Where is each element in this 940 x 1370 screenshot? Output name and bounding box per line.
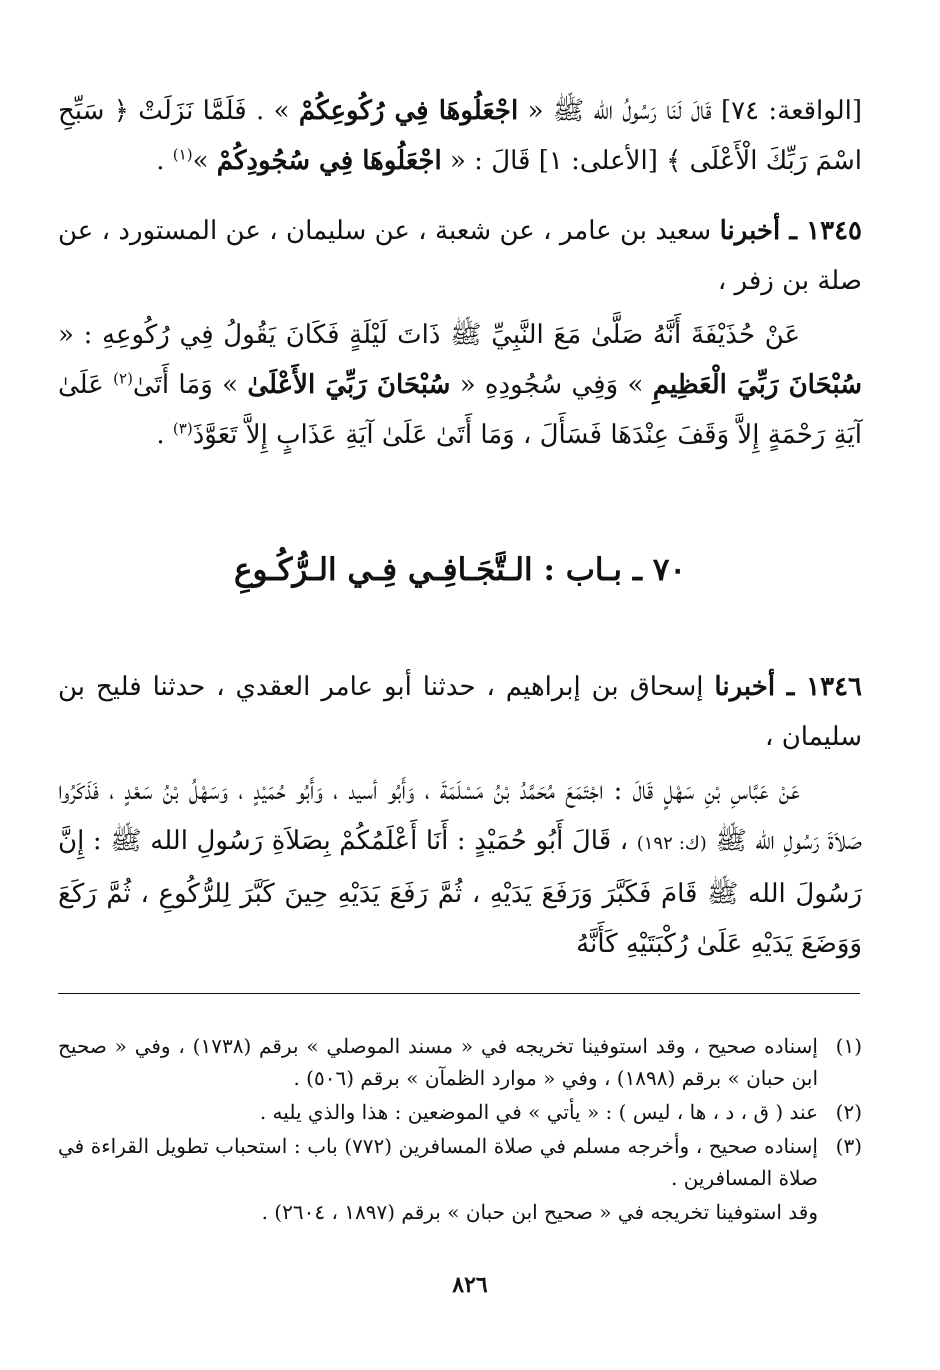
footnote-number: (٢) bbox=[835, 1100, 862, 1124]
text-run: . bbox=[156, 420, 173, 450]
text-run: عَنْ عَبَّاسِ بْنِ سَهْلٍ قَالَ : اجْتَمَعَ مُحَمَّدُ بْنُ مَسْلَمَةَ ، وَأَبُو أسيد ، وَأَبُو حُمَيْدٍ ، وَسَهْلُ بْنُ سَعْدٍ ، فَذَكَرُوا صَلاَةَ رَسُولِ الله ﷺ bbox=[58, 776, 862, 856]
hadith-number: ١٣٤٥ ـ أخبرنا bbox=[719, 216, 862, 246]
bold-text-run: سُبْحَانَ رَبِّيَ الأَعْلَىٰ bbox=[247, 370, 451, 400]
footnote-text: إسناده صحيح ، وأخرجه مسلم في صلاة المسافرين (٧٧٢) باب : استحباب تطويل القراءة في صلاة المسافرين . bbox=[58, 1134, 818, 1190]
hadith-chain bbox=[58, 662, 862, 762]
chapter-heading: ٧٠ ـ بـاب : الـتَّجَـافِـي فِـي الـرُّكُـوعِ bbox=[233, 552, 687, 588]
isnad-text: سعيد بن عامر ، عن شعبة ، عن سليمان ، عن المستورد ، عن صلة بن زفر ، bbox=[58, 216, 862, 296]
footnote-ref-3[interactable]: (٣) bbox=[172, 419, 193, 438]
bold-text-run: اجْعَلُوهَا فِي رُكُوعِكُمْ bbox=[298, 96, 519, 126]
bold-text-run: اجْعَلُوهَا فِي سُجُودِكُمْ bbox=[216, 146, 442, 176]
footnote-ref-1[interactable]: (١) bbox=[172, 145, 193, 164]
hadith-1346 bbox=[58, 662, 862, 969]
footnote-1 bbox=[58, 1030, 862, 1094]
continuation-text bbox=[58, 86, 862, 186]
text-run: عَنْ حُذَيْفَةَ أَنَّهُ صَلَّىٰ مَعَ النَّبِيِّ ﷺ ذَاتَ لَيْلَةٍ فَكَانَ يَقُولُ فِي رُكُوعِهِ : « bbox=[58, 320, 800, 350]
footnote-number: (١) bbox=[835, 1034, 862, 1058]
page-number: ٨٢٦ bbox=[452, 1272, 488, 1298]
hadith-number: ١٣٤٦ ـ أخبرنا bbox=[714, 672, 862, 702]
footnote-divider bbox=[58, 993, 860, 994]
text-run: » . فَلَمَّا نَزَلَتْ ﴿ سَبِّحِ اسْمَ رَبِّكَ الْأَعْلَى ﴾ [الأعلى: ١] قَالَ : « bbox=[58, 96, 862, 176]
continuation-paragraph bbox=[58, 86, 862, 186]
footnote-3-continuation: وقد استوفينا تخريجه في « صحيح ابن حبان » برقم (١٨٩٧ ، ٢٦٠٤) . bbox=[261, 1200, 818, 1224]
hadith-matn bbox=[58, 766, 862, 969]
footnotes bbox=[58, 1030, 862, 1228]
footnote-text: عند ( ق ، د ، ها ، ليس ) : « يأتي » في الموضعين : هذا والذي يليه . bbox=[259, 1100, 818, 1124]
text-run: . bbox=[156, 146, 173, 176]
isnad-text: إسحاق بن إبراهيم ، حدثنا أبو عامر العقدي ، حدثنا فليح بن سليمان ، bbox=[58, 672, 862, 752]
text-run: » وَفِي سُجُودِهِ « bbox=[450, 370, 653, 400]
bold-text-run: سُبْحَانَ رَبِّيَ الْعَظِيمِ bbox=[652, 370, 863, 400]
text-run: ، قَالَ أَبُو حُمَيْدٍ : أَنَا أَعْلَمُكُمْ بِصَلاَةِ رَسُولِ الله ﷺ : إِنَّ رَسُولَ الله ﷺ قَامَ فَكَبَّرَ وَرَفَعَ يَدَيْهِ ، ثُمَّ رَفَعَ يَدَيْهِ حِينَ كَبَّرَ لِلرُّكُوعِ ، ثُمَّ رَكَعَ وَوَضَعَ يَدَيْهِ عَلَىٰ رُكْبَتَيْهِ كَأَنَّهُ bbox=[58, 826, 862, 959]
footnote-number: (٣) bbox=[835, 1134, 862, 1158]
text-run: عَلَىٰ آيَةِ رَحْمَةٍ إِلاَّ وَقَفَ عِنْدَهَا فَسَأَلَ ، وَمَا أَتَىٰ عَلَىٰ آيَةِ عَذَابٍ إِلاَّ تَعَوَّذَ bbox=[58, 370, 862, 450]
hadith-matn bbox=[58, 310, 862, 460]
footnote-3 bbox=[58, 1130, 862, 1194]
manuscript-ref: (ك: ١٩٢) bbox=[636, 833, 707, 854]
footnote-2 bbox=[58, 1096, 862, 1128]
hadith-chain bbox=[58, 206, 862, 306]
text-run: [الواقعة: ٧٤] قَالَ لَنَا رَسُولُ الله ﷺ « bbox=[518, 96, 862, 126]
footnote-text: إسناده صحيح ، وقد استوفينا تخريجه في « مسند الموصلي » برقم (١٧٣٨) ، وفي « صحيح ابن حبان » برقم (١٨٩٨) ، وفي « موارد الظمآن » برقم (٥٠٦) . bbox=[58, 1034, 818, 1090]
text-run: » وَمَا أَتَىٰ bbox=[132, 370, 248, 400]
text-run: » bbox=[192, 146, 217, 176]
hadith-1345 bbox=[58, 206, 862, 460]
footnote-ref-2[interactable]: (٢) bbox=[113, 369, 133, 388]
